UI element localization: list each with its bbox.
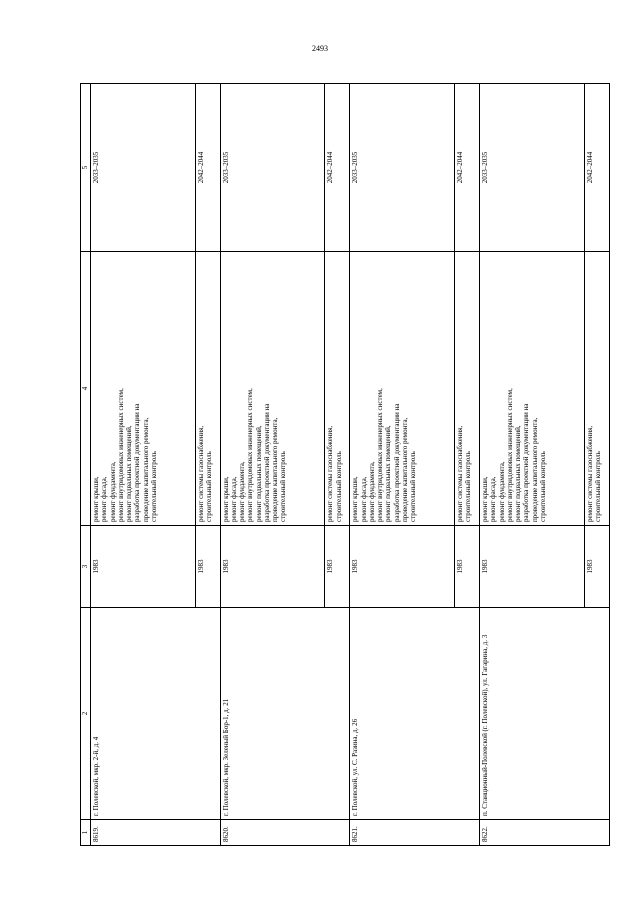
- work-item: проведение капитального ремонта,: [271, 417, 280, 522]
- work-item: строительный контроль: [409, 451, 418, 522]
- work-item: ремонт фасада,: [359, 476, 368, 522]
- work-item: проведение капитального ремонта,: [141, 417, 150, 522]
- table-row: [480, 84, 585, 846]
- header-col-4: 4: [81, 252, 91, 526]
- row-address: г. Полевской, мкр. 2-й, д. 4: [91, 608, 221, 820]
- row-year: 1983: [220, 526, 325, 608]
- work-item: ремонт подвальных помещений,: [514, 425, 523, 522]
- work-item: ремонт фундамента,: [238, 461, 247, 522]
- header-col-2: 2: [81, 608, 91, 820]
- work-item: ремонт внутридомовых инженерных систем,: [246, 388, 255, 522]
- work-item: ремонт подвальных помещений,: [384, 425, 393, 522]
- row-year: 1983: [584, 526, 609, 608]
- work-item: ремонт фасада,: [489, 476, 498, 522]
- work-item: ремонт крыши,: [92, 476, 100, 522]
- work-item: строительный контроль: [279, 451, 288, 522]
- work-item: ремонт системы газоснабжения,: [326, 425, 335, 522]
- work-item: ремонт подвальных помещений,: [254, 425, 263, 522]
- work-item: ремонт системы газоснабжения,: [196, 425, 205, 522]
- row-works: [480, 252, 585, 526]
- row-number: 8622.: [480, 820, 610, 846]
- header-col-3: 3: [81, 526, 91, 608]
- work-item: строительный контроль: [464, 451, 473, 522]
- work-item: строительный контроль: [538, 451, 547, 522]
- row-year: 1983: [91, 526, 196, 608]
- row-year: 1983: [325, 526, 350, 608]
- work-item: строительный контроль: [594, 451, 603, 522]
- table-row: [220, 84, 325, 846]
- row-works: [220, 252, 325, 526]
- work-item: проведение капитального ремонта,: [530, 417, 539, 522]
- rotated-table-container: [80, 84, 610, 846]
- work-item: проведение капитального ремонта,: [400, 417, 409, 522]
- row-works: [350, 252, 455, 526]
- page-number: 2493: [312, 44, 328, 53]
- work-item: разработка проектной документации на: [392, 403, 401, 522]
- row-address: г. Полевской, мкр. Зеленый Бор-1, д. 21: [220, 608, 350, 820]
- work-item: ремонт внутридомовых инженерных систем,: [116, 388, 125, 522]
- row-address: п. Станционный-Полевской (г. Полевской), ул. Гагарина, д. 3: [480, 608, 610, 820]
- row-works: [325, 252, 350, 526]
- work-item: ремонт фундамента,: [497, 461, 506, 522]
- work-item: строительный контроль: [149, 451, 158, 522]
- table-row: [91, 84, 196, 846]
- row-works: [91, 252, 196, 526]
- header-col-5: 5: [81, 84, 91, 252]
- work-item: ремонт внутридомовых инженерных систем,: [505, 388, 514, 522]
- row-year: 1983: [455, 526, 480, 608]
- work-item: строительный контроль: [204, 451, 213, 522]
- work-item: строительный контроль: [334, 451, 343, 522]
- row-term: 2042–2044: [195, 84, 220, 252]
- work-item: ремонт фундамента,: [367, 461, 376, 522]
- work-item: ремонт крыши,: [481, 476, 490, 522]
- row-year: 1983: [195, 526, 220, 608]
- work-item: ремонт крыши,: [221, 476, 230, 522]
- row-works: [455, 252, 480, 526]
- row-number: 8619.: [91, 820, 221, 846]
- row-address: г. Полевской, ул. С. Разина, д. 26: [350, 608, 480, 820]
- row-term: 2033–2035: [350, 84, 455, 252]
- row-term: 2042–2044: [584, 84, 609, 252]
- row-year: 1983: [350, 526, 455, 608]
- repair-schedule-table: [80, 83, 610, 846]
- work-item: ремонт внутридомовых инженерных систем,: [376, 388, 385, 522]
- work-item: ремонт системы газоснабжения,: [456, 425, 465, 522]
- work-item: разработка проектной документации на: [262, 403, 271, 522]
- row-term: 2042–2044: [325, 84, 350, 252]
- work-item: разработка проектной документации на: [522, 403, 531, 522]
- row-term: 2033–2035: [220, 84, 325, 252]
- row-works: [584, 252, 609, 526]
- row-term: 2033–2035: [480, 84, 585, 252]
- work-item: ремонт крыши,: [351, 476, 360, 522]
- row-number: 8621.: [350, 820, 480, 846]
- row-works: [195, 252, 220, 526]
- work-item: ремонт фасада,: [229, 476, 238, 522]
- header-col-1: 1: [81, 820, 91, 846]
- work-item: ремонт фасада,: [100, 476, 109, 522]
- work-item: ремонт системы газоснабжения,: [585, 425, 594, 522]
- row-term: 2042–2044: [455, 84, 480, 252]
- work-item: ремонт подвальных помещений,: [125, 425, 133, 522]
- row-year: 1983: [480, 526, 585, 608]
- row-term: 2033–2035: [91, 84, 196, 252]
- header-row: [81, 84, 91, 846]
- table-row: [350, 84, 455, 846]
- work-item: разработка проектной документации на: [133, 403, 142, 522]
- row-number: 8620.: [220, 820, 350, 846]
- work-item: ремонт фундамента,: [108, 461, 117, 522]
